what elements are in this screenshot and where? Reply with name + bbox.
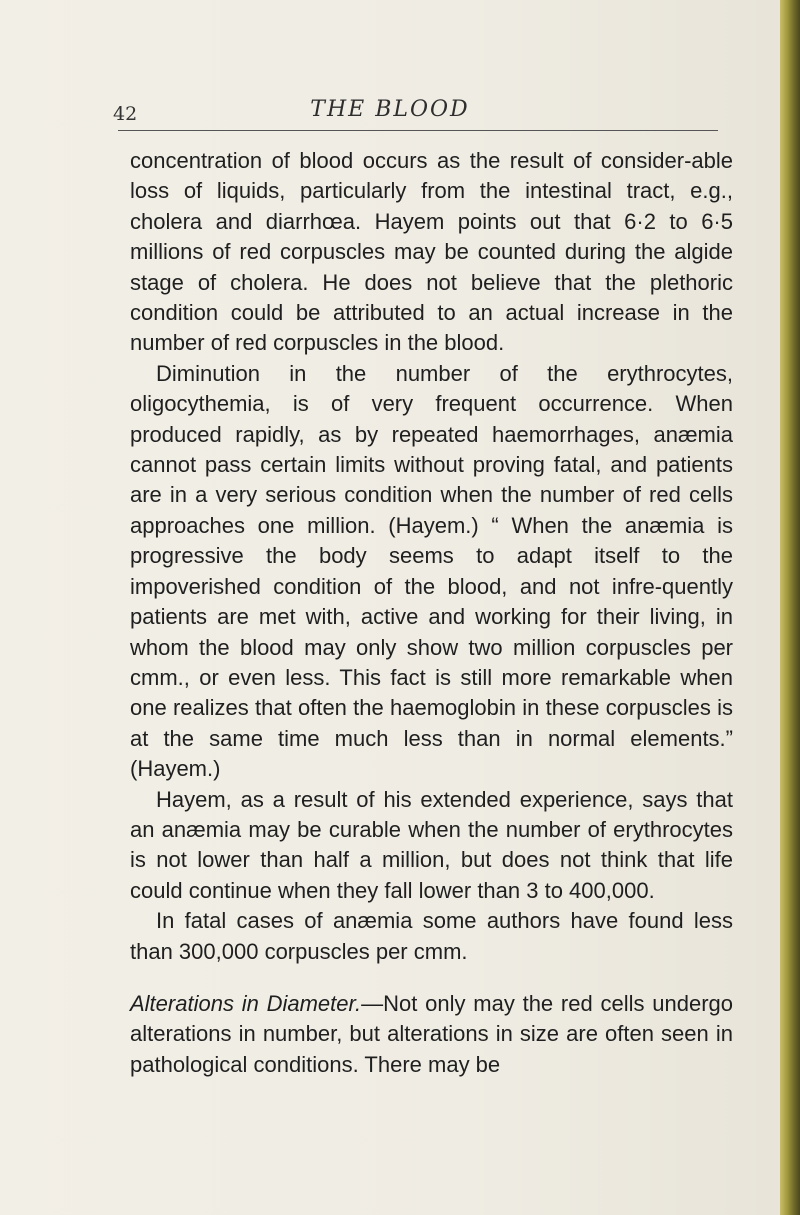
page-edge [780,0,800,1215]
body-text [130,146,733,1080]
page-number: 42 [113,103,138,125]
paragraph-4: In fatal cases of anæmia some authors have found less than 300,000 corpuscles per cmm. [130,908,733,964]
paragraph-5-text: —Not only may the red cells undergo alterations in number, but alterations in size are often seen in pathological conditions. There may be [130,990,733,1077]
paragraph-3: Hayem, as a result of his extended experience, says that an anæmia may be curable when the number of erythrocytes is not lower than half a million, but does not think that life could continue when they fall lower than 3 to 400,000. [130,786,733,903]
header-rule [118,130,718,131]
paragraph-1: concentration of blood occurs as the result of consider-able loss of liquids, particularly from the intestinal tract, e.g., cholera and diarrhœa. Hayem points out that 6·2 to 6·5 millions of red corpuscles may be counted during the algide stage of cholera. He does not believe that the plethoric condition could be attributed to an actual increase in the number of red corpuscles in the blood. [130,148,733,356]
section-heading: Alterations in Diameter. [130,990,362,1016]
paragraph-2: Diminution in the number of the erythrocytes, oligocythemia, is of very frequent occurrence. When produced rapidly, as by repeated haemorrhages, anæmia cannot pass certain limits without proving fatal, and patients are in a very serious condition when the number of red cells approaches one million. (Hayem.) “ When the anæmia is progressive the body seems to adapt itself to the impoverished condition of the blood, and not infre-quently patients are met with, active and working for their living, in whom the blood may only show two million corpuscles per cmm., or even less. This fact is still more remarkable when one realizes that often the haemoglobin in these corpuscles is at the same time much less than in normal elements.” (Hayem.) [130,360,733,782]
paragraph-5 [130,989,733,1080]
running-title: THE BLOOD [310,97,470,122]
page-header [0,95,780,135]
